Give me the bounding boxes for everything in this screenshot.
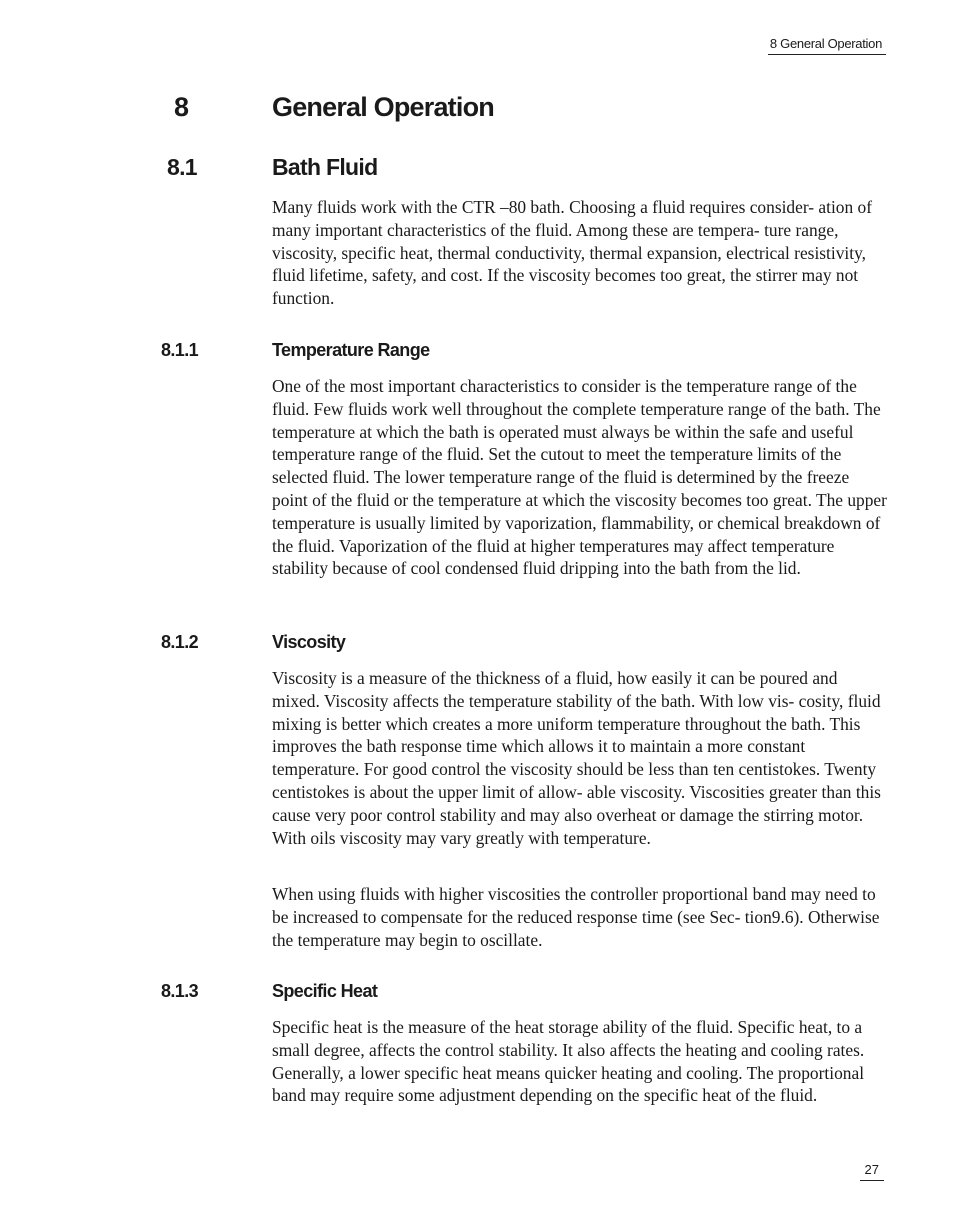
subsection-title: Temperature Range	[272, 340, 430, 360]
subsection-number: 8.1.1	[161, 340, 199, 360]
bath-fluid-paragraph: Many fluids work with the CTR –80 bath. Choosing a fluid requires consider- ation of many important characteristics of the fluid. Among these are tempera- ture range, viscosity, specific heat, thermal conductivity, thermal expansion, electrical resistivity, fluid lifetime, safety, and cost. If the viscosity becomes too great, the stirrer may not function.	[272, 197, 873, 309]
subsection-title: Viscosity	[272, 632, 346, 652]
section-title: Bath Fluid	[272, 154, 378, 180]
viscosity-paragraph-2: When using fluids with higher viscosities the controller proportional band may need to be increased to compensate for the reduced response time (see Sec- tion9.6). Otherwise the temperature may begin to oscillate.	[272, 884, 880, 950]
section-number: 8.1	[167, 154, 197, 180]
temperature-range-paragraph: One of the most important characteristics to consider is the temperature range of the fluid. Few fluids work well throughout the complete temperature range of the bath. The temperature at which the bath is operated must always be within the safe and useful temperature range of the fluid. Set the cutout to meet the temperature limits of the selected fluid. The lower temperature range of the fluid is determined by the freeze point of the fluid or the temperature at which the viscosity becomes too great. The upper temperature is usually limited by vaporization, flammability, or chemical breakdown of the fluid. Vaporization of the fluid at higher temperatures may affect temperature stability because of cool condensed fluid dripping into the bath from the lid.	[272, 376, 887, 579]
viscosity-paragraph-1: Viscosity is a measure of the thickness of a fluid, how easily it can be poured and mixed. Viscosity affects the temperature stability of the bath. With low vis- cosity, fluid mixing is better which creates a more uniform temperature throughout the bath. This improves the bath response time which allows it to maintain a more constant temperature. For good control the viscosity should be less than ten centistokes. Twenty centistokes is about the upper limit of allow- able viscosity. Viscosities greater than this cause very poor control stability and may also overheat or damage the stirring motor. With oils viscosity may vary greatly with temperature.	[272, 668, 881, 848]
specific-heat-paragraph: Specific heat is the measure of the heat storage ability of the fluid. Specific heat, to a small degree, affects the control stability. It also affects the heating and cooling rates. Generally, a lower specific heat means quicker heating and cooling. The proportional band may require some adjustment depending on the specific heat of the fluid.	[272, 1017, 865, 1106]
subsection-number: 8.1.3	[161, 981, 199, 1001]
running-header: 8 General Operation	[768, 34, 886, 55]
chapter-number: 8	[174, 92, 189, 122]
subsection-title: Specific Heat	[272, 981, 378, 1001]
subsection-number: 8.1.2	[161, 632, 199, 652]
page-number: 27	[860, 1160, 884, 1181]
chapter-title: General Operation	[272, 92, 494, 122]
